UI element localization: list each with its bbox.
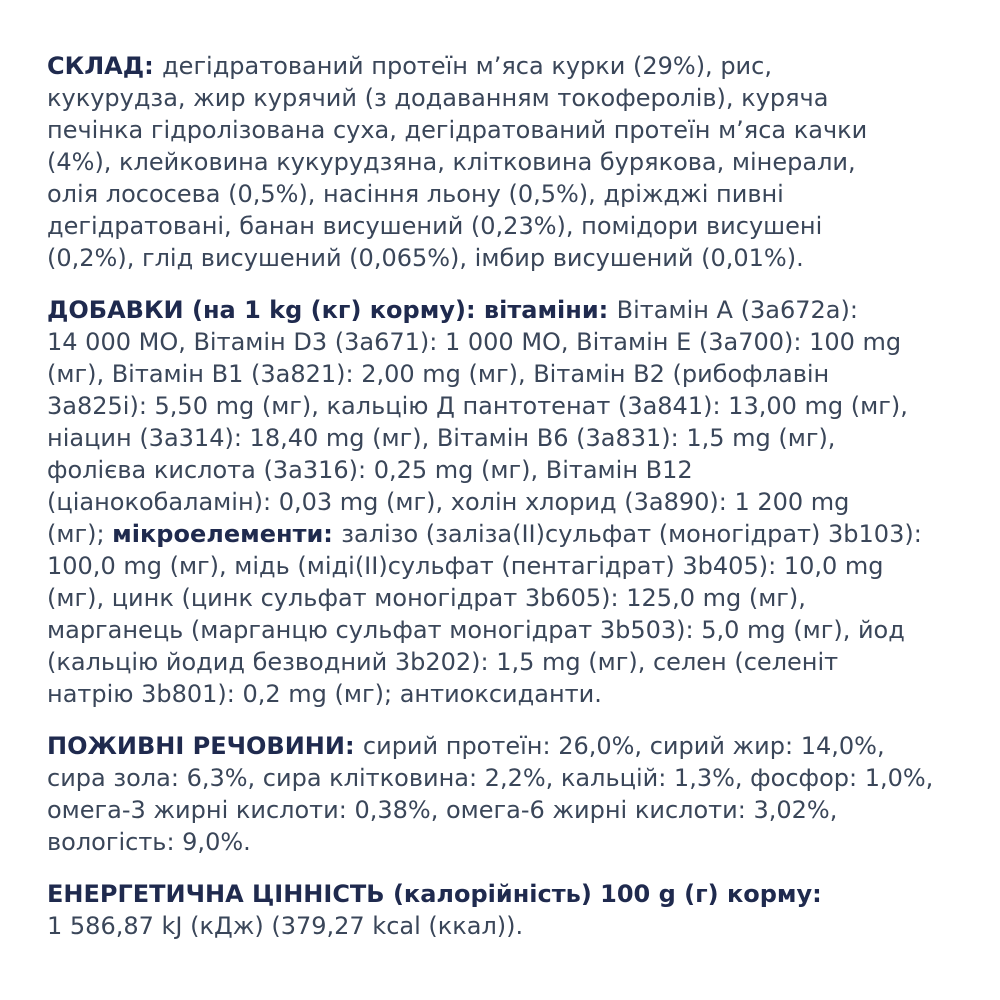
additives-text-segment: фолієва кислота (3а316): 0,25 mg (мг), Вітамін В12 <box>47 456 693 484</box>
energy-section <box>47 878 982 942</box>
composition-text-segment: олія лососева (0,5%), насіння льону (0,5%), дріжджі пивні <box>47 180 784 208</box>
additives-text-segment: (мг), Вітамін В1 (3а821): 2,00 mg (мг), Вітамін В2 (рибофлавін <box>47 360 830 388</box>
additives-text-segment: (мг); <box>47 520 113 548</box>
additives-text-segment: натрію 3b801): 0,2 mg (мг); антиоксиданти. <box>47 680 602 708</box>
additives-bold-label: вітаміни: <box>483 296 617 324</box>
additives-bold-label: мікроелементи: <box>112 520 342 548</box>
additives-text-segment: ніацин (3а314): 18,40 mg (мг), Вітамін В6 (3а831): 1,5 mg (мг), <box>47 424 836 452</box>
additives-text-segment: Вітамін А (3а672а): <box>616 296 858 324</box>
additives-text-segment: (ціанокобаламін): 0,03 mg (мг), холін хлорид (3а890): 1 200 mg <box>47 488 850 516</box>
composition-text-segment: (4%), клейковина кукурудзяна, клітковина бурякова, мінерали, <box>47 148 856 176</box>
composition-text-segment: дегідратовані, банан висушений (0,23%), помідори висушені <box>47 212 823 240</box>
energy-bold-label: ЕНЕРГЕТИЧНА ЦІННІСТЬ (калорійність) 100 g (г) корму: <box>47 880 822 908</box>
nutrients-text-segment: омега-3 жирні кислоти: 0,38%, омега-6 жирні кислоти: 3,02%, <box>47 796 838 824</box>
additives-text-segment: (кальцію йодид безводний 3b202): 1,5 mg (мг), селен (селеніт <box>47 648 839 676</box>
additives-text-segment: 14 000 МО, Вітамін D3 (3а671): 1 000 МО, Вітамін Е (3а700): 100 mg <box>47 328 902 356</box>
nutrients-bold-label: ПОЖИВНІ РЕЧОВИНИ: <box>47 732 363 760</box>
composition-text-segment: дегідратований протеїн м’яса курки (29%), рис, <box>162 52 772 80</box>
composition-text-segment: (0,2%), глід висушений (0,065%), імбир висушений (0,01%). <box>47 244 804 272</box>
additives-section <box>47 294 982 710</box>
additives-text-segment: марганець (марганцю сульфат моногідрат 3b503): 5,0 mg (мг), йод <box>47 616 905 644</box>
nutrients-text-segment: вологість: 9,0%. <box>47 828 251 856</box>
composition-text-segment: печінка гідролізована суха, дегідратований протеїн м’яса качки <box>47 116 868 144</box>
additives-bold-label: ДОБАВКИ (на 1 kg (кг) корму): <box>47 296 484 324</box>
energy-text-segment: 1 586,87 kJ (кДж) (379,27 kcal (ккал)). <box>47 912 524 940</box>
nutrients-text-segment: сирий протеїн: 26,0%, сирий жир: 14,0%, <box>362 732 885 760</box>
additives-text-segment: 100,0 mg (мг), мідь (міді(II)сульфат (пентагідрат) 3b405): 10,0 mg <box>47 552 884 580</box>
additives-text-segment: (мг), цинк (цинк сульфат моногідрат 3b605): 125,0 mg (мг), <box>47 584 806 612</box>
additives-text-segment: залізо (заліза(II)сульфат (моногідрат) 3b103): <box>341 520 922 548</box>
additives-text-segment: 3а825і): 5,50 mg (мг), кальцію Д пантотенат (3а841): 13,00 mg (мг), <box>47 392 908 420</box>
composition-text-segment: кукурудза, жир курячий (з додаванням токоферолів), куряча <box>47 84 829 112</box>
nutrients-text-segment: сира зола: 6,3%, сира клітковина: 2,2%, кальцій: 1,3%, фосфор: 1,0%, <box>47 764 934 792</box>
composition-bold-label: СКЛАД: <box>47 52 163 80</box>
composition-section <box>47 50 982 274</box>
nutrients-section <box>47 730 982 858</box>
